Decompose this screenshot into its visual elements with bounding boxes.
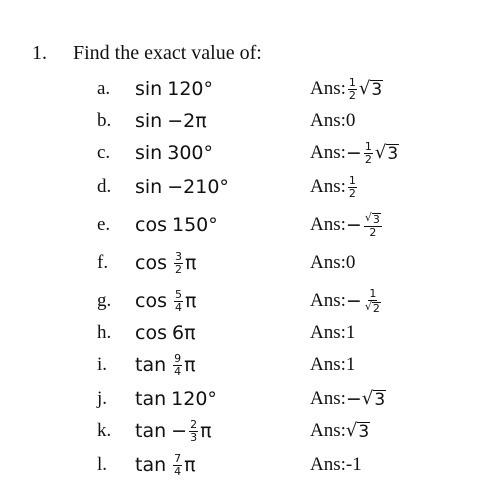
item-answer [310, 208, 384, 242]
item-answer [310, 448, 362, 482]
argument-pi: π [184, 454, 196, 476]
answer-fraction [348, 77, 357, 102]
answer-prefix: Ans: [310, 142, 346, 163]
trig-function: sin [135, 110, 163, 132]
fraction-numerator: 1 [348, 75, 356, 89]
square-root [375, 142, 399, 164]
item-expression [135, 348, 196, 382]
radicand: 3 [387, 144, 399, 164]
trig-function: sin [135, 176, 163, 198]
radical-sign: √ [358, 78, 371, 99]
argument-fraction [174, 251, 183, 276]
trig-function: cos [135, 214, 167, 236]
argument: 120° [167, 78, 213, 100]
exercise-row [0, 170, 496, 210]
answer-fraction [364, 288, 382, 315]
item-expression [135, 316, 196, 350]
item-answer [310, 316, 355, 350]
item-expression [135, 208, 218, 242]
item-letter: i. [97, 354, 108, 375]
item-answer [310, 414, 370, 448]
answer-prefix: Ans: [310, 214, 346, 235]
argument: 150° [171, 214, 218, 236]
argument: 6π [171, 322, 196, 344]
square-root [365, 212, 381, 226]
answer-fraction [348, 175, 357, 200]
answer-prefix: Ans: [310, 454, 346, 475]
item-letter: l. [97, 454, 108, 475]
fraction-denominator: 4 [174, 464, 182, 478]
answer-fraction [364, 141, 373, 166]
item-letter: b. [97, 110, 112, 131]
item-expression [135, 414, 212, 448]
exercise-row [0, 448, 496, 488]
argument-pi: π [184, 290, 197, 312]
fraction-numerator [364, 212, 382, 227]
trig-function: tan [135, 388, 167, 410]
fraction-numerator: 1 [348, 173, 356, 187]
item-expression [135, 72, 213, 106]
answer-prefix: Ans: [310, 290, 346, 311]
answer-prefix: Ans: [310, 110, 346, 131]
fraction-numerator: 2 [190, 417, 198, 431]
trig-function: tan [135, 420, 167, 442]
answer-prefix: Ans: [310, 78, 346, 99]
item-letter: h. [97, 322, 112, 343]
fraction-denominator: 2 [369, 225, 377, 239]
item-expression [135, 104, 207, 138]
item-answer [310, 104, 355, 138]
answer-sign: − [345, 142, 362, 164]
trig-function: cos [135, 322, 167, 344]
fraction-numerator: 1 [364, 139, 372, 153]
argument-fraction [173, 453, 182, 478]
square-root [365, 301, 381, 315]
fraction-denominator: 3 [190, 430, 198, 444]
radical-sign: √ [361, 388, 374, 409]
radical-sign: √ [364, 299, 372, 313]
argument: −210° [167, 176, 229, 198]
trig-function: sin [135, 142, 163, 164]
answer-value: 1 [345, 322, 356, 343]
item-expression [135, 448, 196, 482]
radicand: 3 [371, 80, 383, 100]
item-answer [310, 72, 383, 106]
question-prompt: Find the exact value of: [73, 42, 262, 64]
item-letter: d. [97, 176, 112, 197]
question-number: 1. [32, 42, 47, 64]
fraction-numerator: 9 [174, 351, 182, 365]
radical-sign: √ [364, 210, 372, 224]
answer-value: 1 [345, 354, 356, 375]
fraction-denominator: 2 [348, 88, 356, 102]
fraction-denominator: 4 [174, 364, 182, 378]
answer-prefix: Ans: [310, 176, 346, 197]
radicand: 3 [374, 390, 386, 410]
fraction-denominator: 2 [174, 262, 182, 276]
item-letter: j. [97, 388, 108, 409]
trig-function: cos [135, 290, 167, 312]
square-root [362, 388, 386, 410]
item-letter: a. [97, 78, 111, 99]
item-letter: k. [97, 420, 112, 441]
answer-value: 0 [345, 110, 356, 131]
fraction-denominator: 4 [174, 300, 182, 314]
exercise-row [0, 246, 496, 286]
argument-pi: π [200, 420, 212, 442]
argument-sign: − [171, 420, 188, 442]
fraction-numerator: 1 [369, 286, 377, 300]
answer-sign: − [345, 388, 362, 410]
fraction-denominator [364, 301, 382, 315]
radicand: 2 [372, 301, 380, 315]
trig-function: tan [135, 354, 167, 376]
item-expression [135, 382, 217, 416]
argument: −2π [167, 110, 207, 132]
fraction-numerator: 3 [174, 249, 182, 263]
answer-fraction [364, 212, 382, 239]
square-root [346, 420, 370, 442]
fraction-numerator: 7 [174, 451, 182, 465]
answer-value: 0 [345, 252, 356, 273]
answer-value: -1 [345, 454, 362, 475]
exercise-row [0, 208, 496, 248]
radicand: 3 [358, 422, 370, 442]
item-letter: c. [97, 142, 111, 163]
item-answer [310, 382, 386, 416]
argument: 300° [167, 142, 213, 164]
item-expression [135, 284, 196, 318]
trig-function: sin [135, 78, 163, 100]
answer-prefix: Ans: [310, 354, 346, 375]
radical-sign: √ [374, 142, 387, 163]
argument-pi: π [184, 252, 197, 274]
item-expression [135, 136, 213, 170]
square-root [359, 78, 383, 100]
answer-sign: − [345, 290, 362, 312]
item-letter: g. [97, 290, 112, 311]
fraction-numerator: 5 [174, 287, 182, 301]
item-letter: f. [97, 252, 109, 273]
trig-function: tan [135, 454, 167, 476]
item-answer [310, 136, 399, 170]
trig-function: cos [135, 252, 167, 274]
fraction-denominator: 2 [348, 186, 356, 200]
radical-sign: √ [345, 420, 358, 441]
answer-prefix: Ans: [310, 252, 346, 273]
radicand: 3 [372, 212, 380, 226]
argument-fraction [173, 353, 182, 378]
item-answer [310, 246, 355, 280]
argument-fraction [174, 289, 183, 314]
item-expression [135, 170, 229, 204]
item-expression [135, 246, 196, 280]
answer-prefix: Ans: [310, 420, 346, 441]
argument-fraction [189, 419, 198, 444]
fraction-denominator: 2 [364, 152, 372, 166]
argument: 120° [171, 388, 217, 410]
answer-prefix: Ans: [310, 322, 346, 343]
answer-sign: − [345, 214, 362, 236]
answer-prefix: Ans: [310, 388, 346, 409]
item-answer [310, 348, 355, 382]
argument-pi: π [184, 354, 196, 376]
item-letter: e. [97, 214, 111, 235]
item-answer [310, 170, 359, 204]
item-answer [310, 284, 384, 318]
